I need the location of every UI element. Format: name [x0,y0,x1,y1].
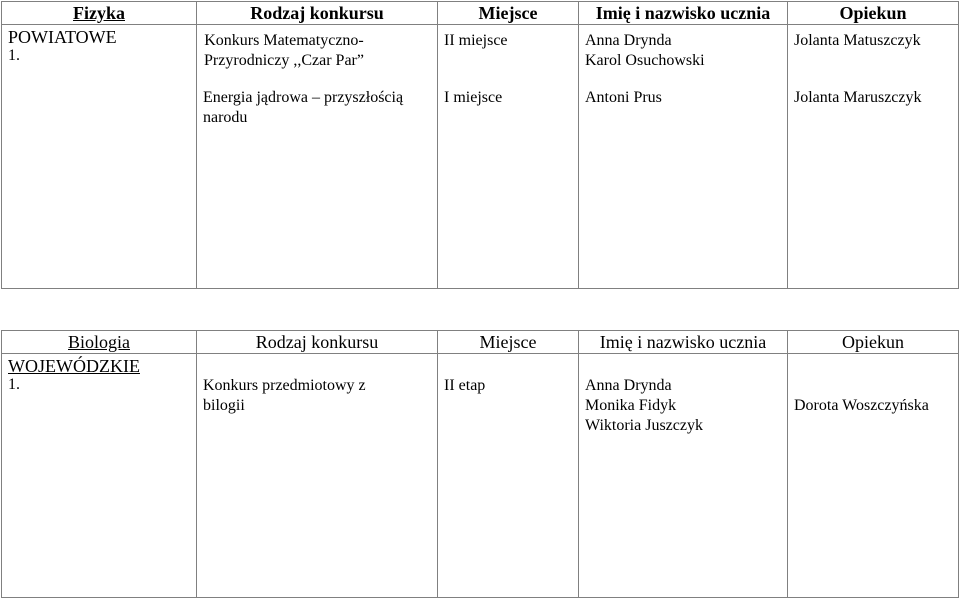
student-cell [579,25,788,289]
biology-content-row [2,354,959,598]
physics-content-row [2,25,959,289]
student-cell [579,354,788,598]
competition-type-header: Rodzaj konkursu [197,2,438,25]
entry-number: 1. [8,376,20,393]
supervisor-name: Dorota Woszczyńska [794,397,929,414]
competition-type-header: Rodzaj konkursu [197,331,438,354]
supervisor-name: Jolanta Matuszczyk [794,32,921,49]
biology-section-cell [2,354,197,598]
place-header: Miejsce [438,2,579,25]
place-value: II etap [444,377,486,394]
biology-header-row [2,331,959,354]
competition-name-line: Konkurs Matematyczno- [204,32,364,49]
place-cell [438,25,579,289]
place-value: I miejsce [444,89,503,106]
biology-table [1,330,959,598]
supervisor-header: Opiekun [788,2,959,25]
physics-subject-header: Fizyka [2,2,197,25]
student-name-header: Imię i nazwisko ucznia [579,2,788,25]
physics-section-cell [2,25,197,289]
student-name: Monika Fidyk [585,397,677,414]
physics-table [1,1,959,289]
biology-subject-header: Biologia [2,331,197,354]
competition-cell [197,354,438,598]
physics-header-row [2,2,959,25]
competition-name-line: bilogii [203,397,245,414]
supervisor-cell [788,25,959,289]
supervisor-name: Jolanta Maruszczyk [794,89,922,106]
student-name: Karol Osuchowski [585,52,705,69]
student-name: Anna Drynda [585,377,672,394]
competition-cell [197,25,438,289]
student-name-header: Imię i nazwisko ucznia [579,331,788,354]
student-name: Wiktoria Juszczyk [585,417,703,434]
competition-name-line: narodu [203,109,248,126]
place-cell [438,354,579,598]
section-label: POWIATOWE [8,27,117,47]
student-name: Anna Drynda [585,32,672,49]
supervisor-cell [788,354,959,598]
place-header: Miejsce [438,331,579,354]
section-label: WOJEWÓDZKIE [8,356,140,376]
supervisor-header: Opiekun [788,331,959,354]
place-value: II miejsce [444,32,508,49]
student-name: Antoni Prus [585,89,662,106]
competition-name-line: Energia jądrowa – przyszłością [203,89,404,106]
entry-number: 1. [8,47,20,64]
competition-name-line: Przyrodniczy ,,Czar Par” [204,52,364,69]
competition-name-line: Konkurs przedmiotowy z [203,377,366,394]
